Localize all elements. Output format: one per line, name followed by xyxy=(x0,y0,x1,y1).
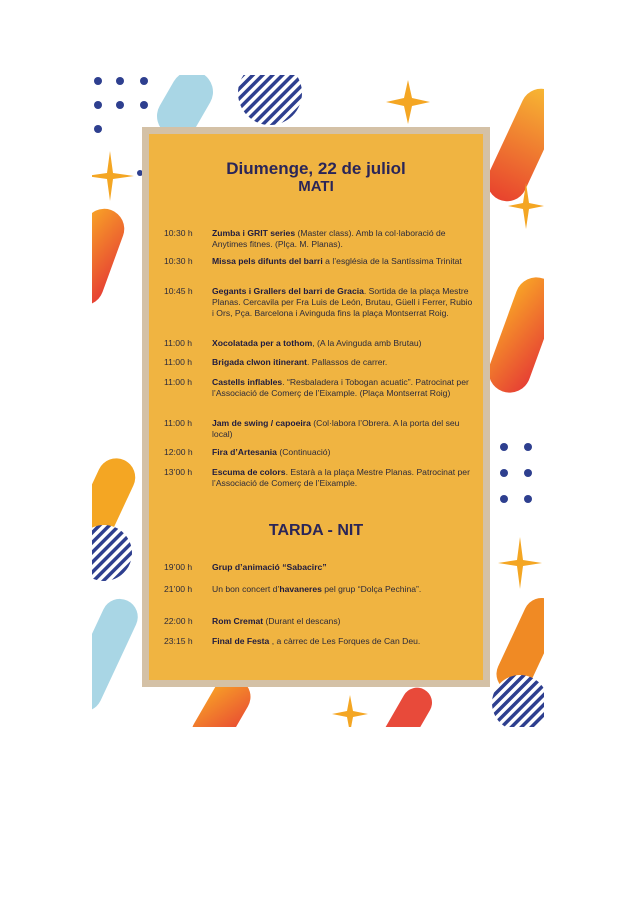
event-detail: (Master class). Amb la col·laboració de Anytimes fitnes. (Plça. M. Planas). xyxy=(212,228,446,249)
event-desc xyxy=(212,338,474,349)
event-detail: . Pallassos de carrer. xyxy=(307,357,388,367)
event-name: Gegants i Grallers del barri de Gracia xyxy=(212,286,364,296)
star-bottom xyxy=(332,695,368,727)
event-detail: a l’església de la Santíssima Trinitat xyxy=(322,256,462,266)
event-desc xyxy=(212,616,474,627)
blob-left-3 xyxy=(92,593,144,717)
event-time: 11:00 h xyxy=(164,377,193,387)
dots-right xyxy=(500,443,532,503)
sparkle-right-low xyxy=(498,537,542,589)
event-detail: pel grup “Dolça Pechina”. xyxy=(321,584,422,594)
event-name: Grup d’animació “Sabacirc” xyxy=(212,562,327,572)
evening-title: TARDA - NIT xyxy=(268,522,364,539)
event-name: Xocolatada per a tothom xyxy=(212,338,313,348)
program-panel xyxy=(142,127,490,687)
event-time: 12:00 h xyxy=(164,447,193,457)
event-time: 10:45 h xyxy=(164,286,193,296)
event-name: Jam de swing / capoeira xyxy=(212,418,311,428)
event-detail: . “Resbaladera i Tobogan acuatic”. Patrocinat per l’Associació de Comerç de l’Eixample. (Plaça Montserrat Roig) xyxy=(212,377,469,398)
event-desc xyxy=(212,636,474,647)
blob-left-1 xyxy=(92,203,130,311)
event-desc xyxy=(212,228,474,250)
poster xyxy=(92,75,544,727)
event-detail: . Sortida de la plaça Mestre Planas. Cercavila per Fra Luis de León, Brutau, Güell i Ferrer, Rubio i Ors, Pça. Barcelona i Avinguda fins la plaça Montserrat Roig. xyxy=(212,286,473,318)
event-desc xyxy=(212,256,474,267)
blob-right-2 xyxy=(483,271,544,398)
day-title: Diumenge, 22 de juliol xyxy=(226,159,406,178)
sparkle-left xyxy=(92,151,134,201)
event-name: Fira d’Artesania xyxy=(212,447,277,457)
event-desc xyxy=(212,467,474,489)
event-time: 10:30 h xyxy=(164,256,193,266)
dots-top-left xyxy=(94,77,148,133)
striped-circle-top xyxy=(238,75,302,125)
event-time: 22:00 h xyxy=(164,616,193,626)
blob-right-1 xyxy=(481,82,544,208)
event-time: 19’00 h xyxy=(164,562,193,572)
event-name: havaneres xyxy=(279,584,322,594)
event-time: 13’00 h xyxy=(164,467,193,477)
event-desc xyxy=(212,418,474,440)
event-name: Rom Cremat xyxy=(212,616,264,626)
event-desc xyxy=(212,377,474,399)
event-time: 11:00 h xyxy=(164,338,193,348)
event-desc xyxy=(212,286,474,319)
event-desc xyxy=(212,357,474,368)
event-desc xyxy=(212,447,474,458)
event-prefix: Un bon concert d’ xyxy=(212,584,280,594)
event-detail: . Estarà a la plaça Mestre Planas. Patrocinat per l’Associació de Comerç de l’Eixample. xyxy=(212,467,470,488)
event-detail: , a càrrec de Les Forques de Can Deu. xyxy=(269,636,421,646)
event-time: 21’00 h xyxy=(164,584,193,594)
event-name: Brigada clwon itinerant xyxy=(212,357,308,367)
star-top xyxy=(386,80,430,124)
event-desc xyxy=(212,562,474,573)
event-name: Castells inflables xyxy=(212,377,283,387)
event-detail: (Col·labora l’Obrera. A la porta del seu local) xyxy=(212,418,460,439)
event-name: Zumba i GRIT series xyxy=(212,228,296,238)
striped-circle-left xyxy=(92,525,132,581)
event-time: 11:00 h xyxy=(164,418,193,428)
event-detail: , (A la Avinguda amb Brutau) xyxy=(312,338,422,348)
event-name: Missa pels difunts del barri xyxy=(212,256,323,266)
event-time: 10:30 h xyxy=(164,228,193,238)
event-time: 23:15 h xyxy=(164,636,193,646)
event-name: Escuma de colors xyxy=(212,467,286,477)
event-time: 11:00 h xyxy=(164,357,193,367)
event-detail: (Durant el descans) xyxy=(263,616,341,626)
blob-bottom-2 xyxy=(377,682,438,727)
event-desc xyxy=(212,584,474,595)
event-name: Final de Festa xyxy=(212,636,270,646)
morning-title: MATI xyxy=(298,178,334,195)
event-detail: (Continuació) xyxy=(276,447,331,457)
